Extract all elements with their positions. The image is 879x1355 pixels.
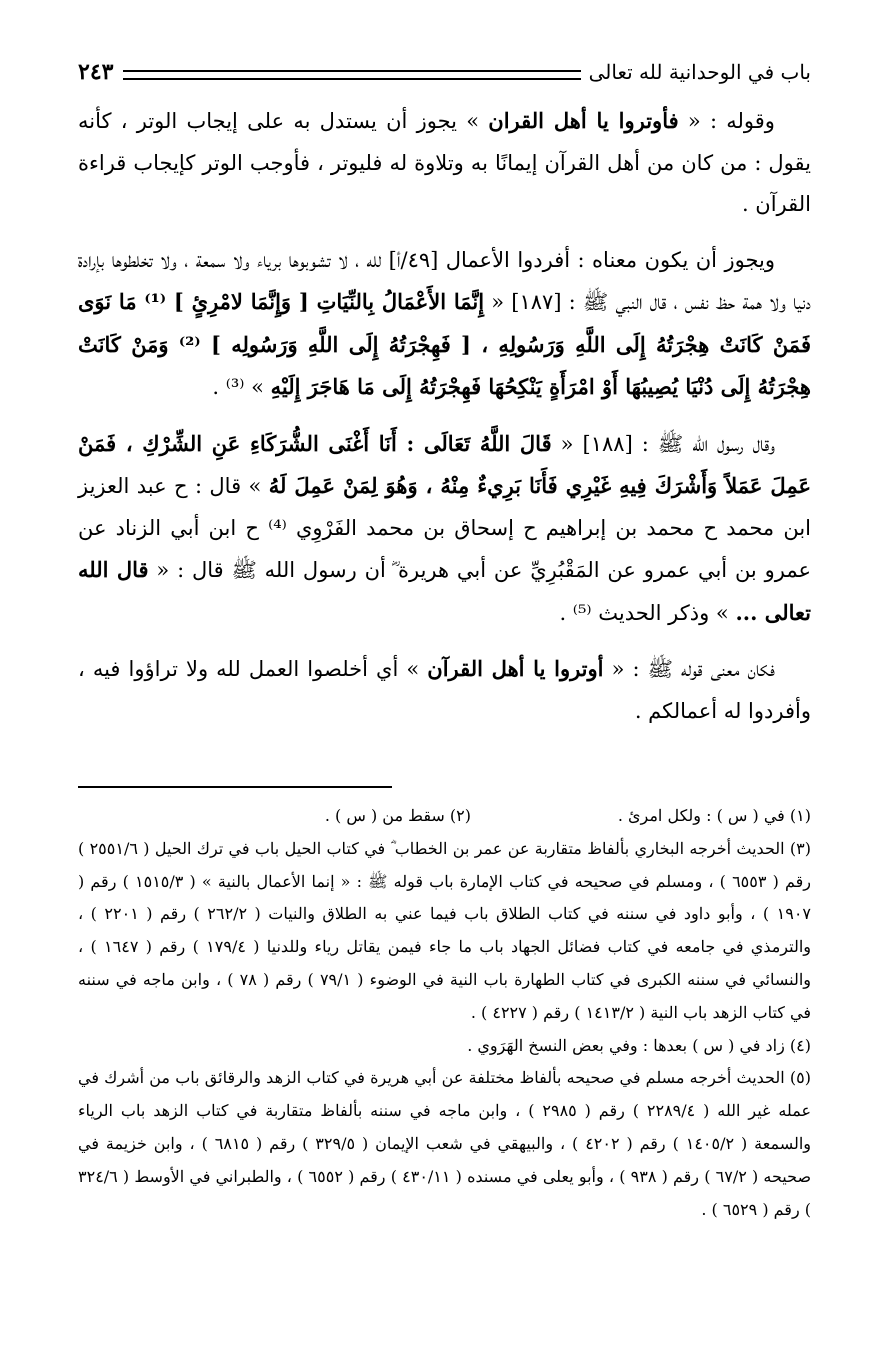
main-text	[78, 100, 811, 746]
paragraph-4	[78, 648, 811, 732]
header-rule	[123, 70, 580, 80]
footnote-3: (٣) الحديث أخرجه البخاري بألفاظ متقاربة عن عمر بن الخطاب ؓ في كتاب الحيل باب في ترك الحيل ( ٢٥٥١/٦ ) رقم ( ٦٥٥٣ ) ، ومسلم في صحيحه في كتاب الإمارة باب قوله ﷺ : « إنما الأعمال بالنية » ( ١٥١٥/٣ ) رقم ( ١٩٠٧ ) ، وأبو داود في سننه في كتاب الطلاق باب فيما عني به الطلاق والنيات ( ٢٦٢/٢ ) رقم ( ٢٢٠١ ) ، والترمذي في جامعه في كتاب فضائل الجهاد باب ما جاء فيمن يقاتل رياء وللدنيا ( ١٧٩/٤ ) رقم ( ١٦٤٧ ) ، والنسائي في سننه الكبرى في كتاب الطهارة باب النية في الوضوء ( ٧٩/١ ) رقم ( ٧٨ ) ، وابن ماجه في سننه في كتاب الزهد باب النية ( ١٤١٣/٢ ) رقم ( ٤٢٢٧ ) .	[78, 838, 812, 1022]
hadith-quote: قَالَ اللَّهُ تَعَالَى : أَنَا أَغْنَى الشُّرَكَاءِ عَنِ الشِّرْكِ ، فَمَنْ عَمِلَ عَمَلاً وَأَشْرَكَ فِيهِ غَيْرِي فَأَنَا بَرِيءٌ مِنْهُ ، وَهُوَ لِمَنْ عَمِلَ لَهُ	[78, 430, 811, 498]
footnote-1: (١) في ( س ) : ولكل امرئ .	[617, 806, 811, 825]
page-header	[78, 50, 811, 94]
paragraph-text: » وذكر الحديث ⁽⁵⁾ .	[559, 600, 729, 625]
footnote-separator	[78, 786, 392, 788]
paragraph-text: فكان معنى قوله ﷺ : «	[611, 657, 775, 681]
footnote-row	[78, 800, 811, 833]
hadith-quote: فأوتروا يا أهل القران	[488, 108, 679, 133]
paragraph-text: وقال رسول الله ﷺ : [١٨٨] «	[560, 431, 775, 456]
paragraph-3	[78, 423, 811, 635]
paragraph-text: » قال : ح عبد العزيز ابن محمد ح محمد بن إبراهيم ح إسحاق بن محمد الفَرْوِي ⁽⁴⁾ ح ابن أبي الزناد عن عمرو بن أبي عمرو عن المَقْبُرِيِّ عن أبي هريرة ؓ أن رسول الله ﷺ قال : «	[78, 474, 811, 582]
hadith-quote: أوتروا يا أهل القرآن	[427, 656, 604, 681]
footnote-2: (٢) سقط من ( س ) .	[324, 806, 471, 825]
hadith-quote: إِنَّمَا الأَعْمَالُ بِالنِّيَاتِ [ وَإِنَّمَا لامْرِئٍ ] ⁽¹⁾ مَا نَوَى فَمَنْ كَانَتْ هِجْرَتُهُ إِلَى اللَّهِ وَرَسُولِهِ ، [ فَهِجْرَتُهُ إِلَى اللَّهِ وَرَسُولِه ] ⁽²⁾ وَمَنْ كَانَتْ هِجْرَتُهُ إِلَى دُنْيَا يُصِيبُهَا أَوْ امْرَأَةٍ يَنْكِحُهَا فَهِجْرَتُهُ إِلَى مَا هَاجَرَ إِلَيْهِ	[78, 289, 811, 399]
paragraph-1	[78, 100, 811, 226]
running-title: باب في الوحدانية لله تعالى	[588, 60, 811, 84]
footnotes	[78, 800, 811, 1226]
paragraph-text: » أي أخلصوا العمل لله ولا تراؤوا فيه ، وأفردوا له أعمالكم .	[78, 657, 811, 723]
paragraph-2	[78, 240, 811, 409]
footnote-4: (٤) زاد في ( س ) بعدها : وفي بعض النسخ الهَرَوي .	[467, 1035, 811, 1055]
paragraph-text: وقوله : «	[687, 109, 775, 133]
hadith-quote: قال الله تعالى ...	[78, 557, 811, 625]
paragraph-text: » يجوز أن يستدل به على إيجاب الوتر ، كأنه يقول : من كان من أهل القرآن إيمانًا به وتلاوة له فليوتر ، فأوجب الوتر كإيجاب قراءة القرآن .	[78, 109, 811, 216]
paragraph-text: » ⁽³⁾ .	[212, 375, 264, 399]
page-number: ٢٤٣	[78, 59, 114, 85]
paragraph-text: ويجوز أن يكون معناه : أفردوا الأعمال [٤٩/أ] لله ، لا تشوبوها برياء ولا سمعة ، ولا تخلطوها بإرادة دنيا ولا همة حظ نفس ، قال النبي ﷺ : [١٨٧] «	[78, 247, 812, 314]
footnote-5: (٥) الحديث أخرجه مسلم في صحيحه بألفاظ مختلفة عن أبي هريرة في كتاب الزهد والرقائق باب من أشرك في عمله غير الله ( ٢٢٨٩/٤ ) رقم ( ٢٩٨٥ ) ، وابن ماجه في سننه بألفاظ متقاربة في كتاب الزهد باب الرياء والسمعة ( ١٤٠٥/٢ ) رقم ( ٤٢٠٢ ) ، والبيهقي في شعب الإيمان ( ٣٢٩/٥ ) رقم ( ٦٨١٥ ) ، وابن خزيمة في صحيحه ( ٦٧/٢ ) رقم ( ٩٣٨ ) ، وأبو يعلى في مسنده ( ٤٣٠/١١ ) رقم ( ٦٥٥٢ ) ، والطبراني في الأوسط ( ٣٢٤/٦ ) رقم ( ٦٥٢٩ ) .	[78, 1068, 812, 1219]
